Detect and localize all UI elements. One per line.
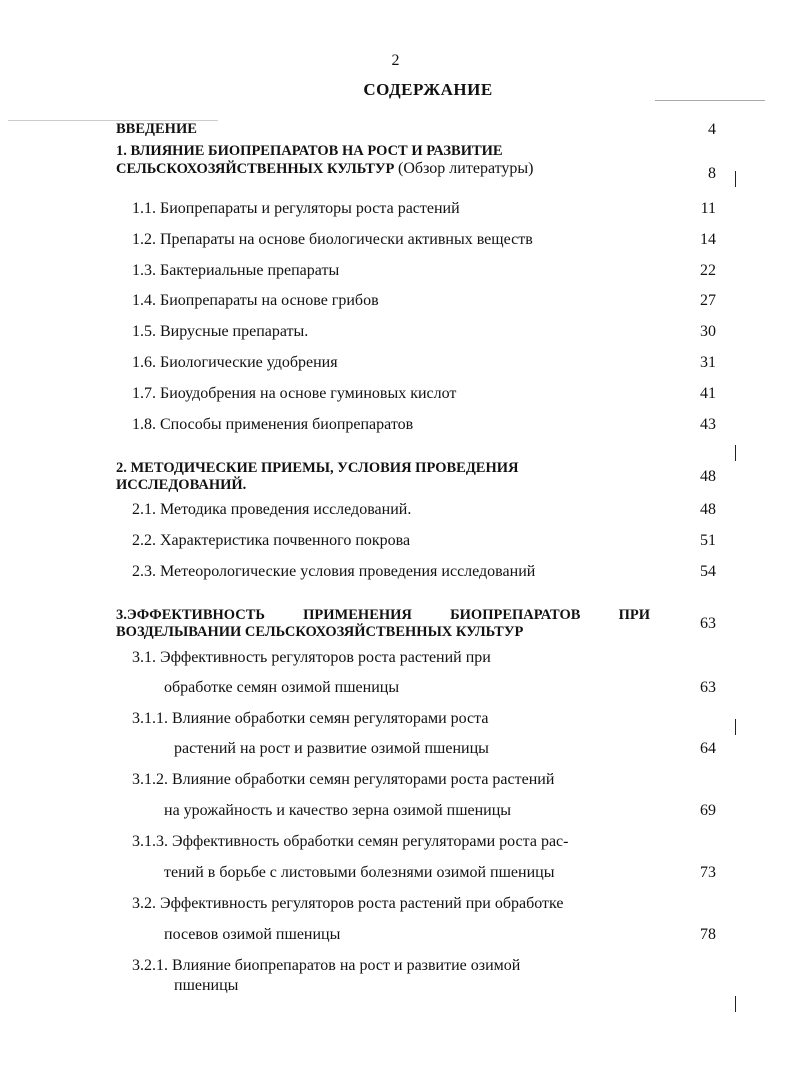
toc-page-number: 30 bbox=[700, 323, 716, 340]
toc-entry-label: 1.5. Вирусные препараты. bbox=[132, 323, 309, 340]
toc-page-number: 14 bbox=[700, 231, 716, 248]
toc-page-number: 48 bbox=[700, 501, 716, 518]
toc-page-number: 63 bbox=[700, 615, 716, 632]
page-number: 2 bbox=[391, 52, 400, 69]
toc-entry-label: ВВЕДЕНИЕ bbox=[116, 121, 197, 137]
toc-entry-label: 3.1.3. Эффективность обработки семян регуляторами роста рас- bbox=[132, 833, 569, 850]
toc-page-number: 22 bbox=[700, 262, 716, 279]
scan-artifact-line bbox=[655, 100, 765, 101]
toc-entry-label: 1.6. Биологические удобрения bbox=[132, 354, 338, 371]
toc-page-number: 31 bbox=[700, 354, 716, 371]
toc-page-number: 8 bbox=[708, 165, 716, 182]
toc-entry-label bbox=[116, 607, 650, 641]
toc-entry-label: обработке семян озимой пшеницы bbox=[164, 679, 400, 696]
toc-entry-label: 1.2. Препараты на основе биологически активных веществ bbox=[132, 231, 533, 248]
scan-artifact-line bbox=[8, 120, 218, 121]
toc-entry-label: 3.2. Эффективность регуляторов роста растений при обработке bbox=[132, 895, 564, 912]
toc-entry-label: 1.8. Способы применения биопрепаратов bbox=[132, 416, 414, 433]
toc-entry-label: 2.3. Метеорологические условия проведения исследований bbox=[132, 563, 536, 580]
page-title: СОДЕРЖАНИЕ bbox=[363, 80, 493, 99]
toc-entry-label: 2.2. Характеристика почвенного покрова bbox=[132, 532, 411, 549]
toc-entry-label: 3.1. Эффективность регуляторов роста растений при bbox=[132, 649, 491, 666]
toc-entry-label: тений в борьбе с листовыми болезнями озимой пшеницы bbox=[164, 864, 555, 881]
toc-page-number: 64 bbox=[700, 740, 716, 757]
toc-page-number: 43 bbox=[700, 416, 716, 433]
toc-entry-label: 3.1.1. Влияние обработки семян регуляторами роста bbox=[132, 710, 489, 727]
scan-artifact-mark bbox=[735, 719, 736, 735]
toc-entry-line2: ВОЗДЕЛЫВАНИИ СЕЛЬСКОХОЗЯЙСТВЕННЫХ КУЛЬТУР bbox=[116, 624, 524, 640]
toc-entry-label: 1.3. Бактериальные препараты bbox=[132, 262, 340, 279]
toc-entry-line2: ИССЛЕДОВАНИЙ. bbox=[116, 477, 247, 493]
toc-entry-label bbox=[116, 143, 656, 178]
scan-artifact-mark bbox=[735, 445, 736, 461]
toc-page-number: 63 bbox=[700, 679, 716, 696]
toc-entry-label bbox=[116, 460, 656, 494]
toc-entry-label: посевов озимой пшеницы bbox=[164, 926, 341, 943]
toc-entry-label: 2.1. Методика проведения исследований. bbox=[132, 501, 412, 518]
toc-entry-line1: 1. ВЛИЯНИЕ БИОПРЕПАРАТОВ НА РОСТ И РАЗВИТИЕ bbox=[116, 143, 503, 159]
toc-entry-line1: 2. МЕТОДИЧЕСКИЕ ПРИЕМЫ, УСЛОВИЯ ПРОВЕДЕНИЯ bbox=[116, 460, 519, 476]
toc-entry-label: 1.1. Биопрепараты и регуляторы роста растений bbox=[132, 200, 460, 217]
toc-entry-label: растений на рост и развитие озимой пшеницы bbox=[174, 740, 489, 757]
toc-page-number: 51 bbox=[700, 532, 716, 549]
scan-artifact-mark bbox=[735, 996, 736, 1012]
toc-page-number: 11 bbox=[700, 200, 716, 217]
toc-entry-label: 3.2.1. Влияние биопрепаратов на рост и развитие озимой bbox=[132, 957, 521, 974]
scan-artifact-mark bbox=[735, 171, 736, 187]
toc-page-number: 27 bbox=[700, 292, 716, 309]
toc-entry-label: 1.7. Биоудобрения на основе гуминовых кислот bbox=[132, 385, 457, 402]
toc-entry-label: 3.1.2. Влияние обработки семян регуляторами роста растений bbox=[132, 771, 555, 788]
toc-entry-label: 1.4. Биопрепараты на основе грибов bbox=[132, 292, 379, 309]
toc-entry-label: на урожайность и качество зерна озимой пшеницы bbox=[164, 802, 512, 819]
toc-entry-line2: СЕЛЬСКОХОЗЯЙСТВЕННЫХ КУЛЬТУР bbox=[116, 161, 395, 177]
toc-entry-tail: (Обзор литературы) bbox=[398, 160, 534, 177]
toc-page-number: 48 bbox=[700, 468, 716, 485]
toc-page-number: 78 bbox=[700, 926, 716, 943]
toc-page-number: 69 bbox=[700, 802, 716, 819]
toc-entry-line1: 3.ЭФФЕКТИВНОСТЬ ПРИМЕНЕНИЯ БИОПРЕПАРАТОВ ПРИ bbox=[116, 607, 650, 623]
toc-entry-label: пшеницы bbox=[174, 977, 239, 994]
toc-page-number: 41 bbox=[700, 385, 716, 402]
toc-page-number: 54 bbox=[700, 563, 716, 580]
toc-page-number: 4 bbox=[708, 121, 716, 138]
toc-page-number: 73 bbox=[700, 864, 716, 881]
